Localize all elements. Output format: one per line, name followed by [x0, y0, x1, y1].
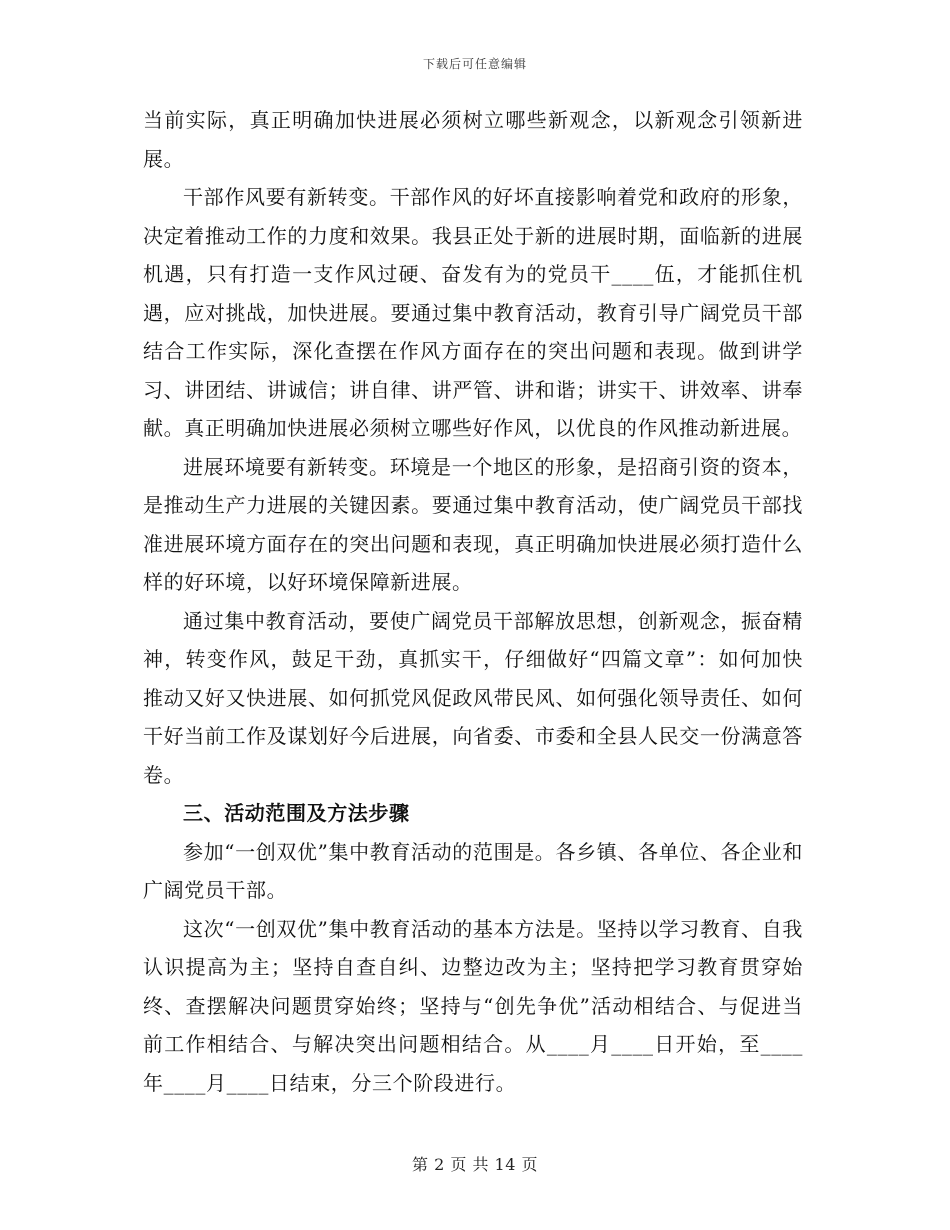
paragraph-goals: 通过集中教育活动，要使广阔党员干部解放思想，创新观念，振奋精神，转变作风，鼓足干劲，真抓实干，仔细做好“四篇文章”：如何加快推动又好又快进展、如何抓党风促政风带民风、如何强化领导责任、如何干好当前工作及谋划好今后进展，向省委、市委和全县人民交一份满意答卷。 [143, 608, 803, 787]
page-number: 第 2 页 共 14 页 [412, 1155, 538, 1174]
paragraph-scope: 参加“一创双优”集中教育活动的范围是。各乡镇、各单位、各企业和广阔党员干部。 [143, 839, 803, 902]
paragraph-method: 这次“一创双优”集中教育活动的基本方法是。坚持以学习教育、自我认识提高为主；坚持自查自纠、边整边改为主；坚持把学习教育贯穿始终、查摆解决问题贯穿始终；坚持与“创先争优”活动相结合、与促进当前工作相结合、与解决突出问题相结合。从____月____日开始，至____年____月____日结束，分三个阶段进行。 [143, 916, 803, 1095]
header-note: 下载后可任意编辑 [422, 57, 527, 71]
section-heading: 三、活动范围及方法步骤 [183, 801, 410, 825]
paragraph-continued: 当前实际，真正明确加快进展必须树立哪些新观念，以新观念引领新进展。 [143, 108, 803, 171]
paragraph-environment: 进展环境要有新转变。环境是一个地区的形象，是招商引资的资本，是推动生产力进展的关键因素。要通过集中教育活动，使广阔党员干部找准进展环境方面存在的突出问题和表现，真正明确加快进展必须打造什么样的好环境，以好环境保障新进展。 [143, 454, 803, 594]
paragraph-cadre-style: 干部作风要有新转变。干部作风的好坏直接影响着党和政府的形象，决定着推动工作的力度和效果。我县正处于新的进展时期，面临新的进展机遇，只有打造一支作风过硬、奋发有为的党员干____伍，才能抓住机遇，应对挑战，加快进展。要通过集中教育活动，教育引导广阔党员干部结合工作实际，深化查摆在作风方面存在的突出问题和表现。做到讲学习、讲团结、讲诚信；讲自律、讲严管、讲和谐；讲实干、讲效率、讲奉献。真正明确加快进展必须树立哪些好作风，以优良的作风推动新进展。 [143, 185, 803, 440]
document-body [143, 101, 803, 1102]
